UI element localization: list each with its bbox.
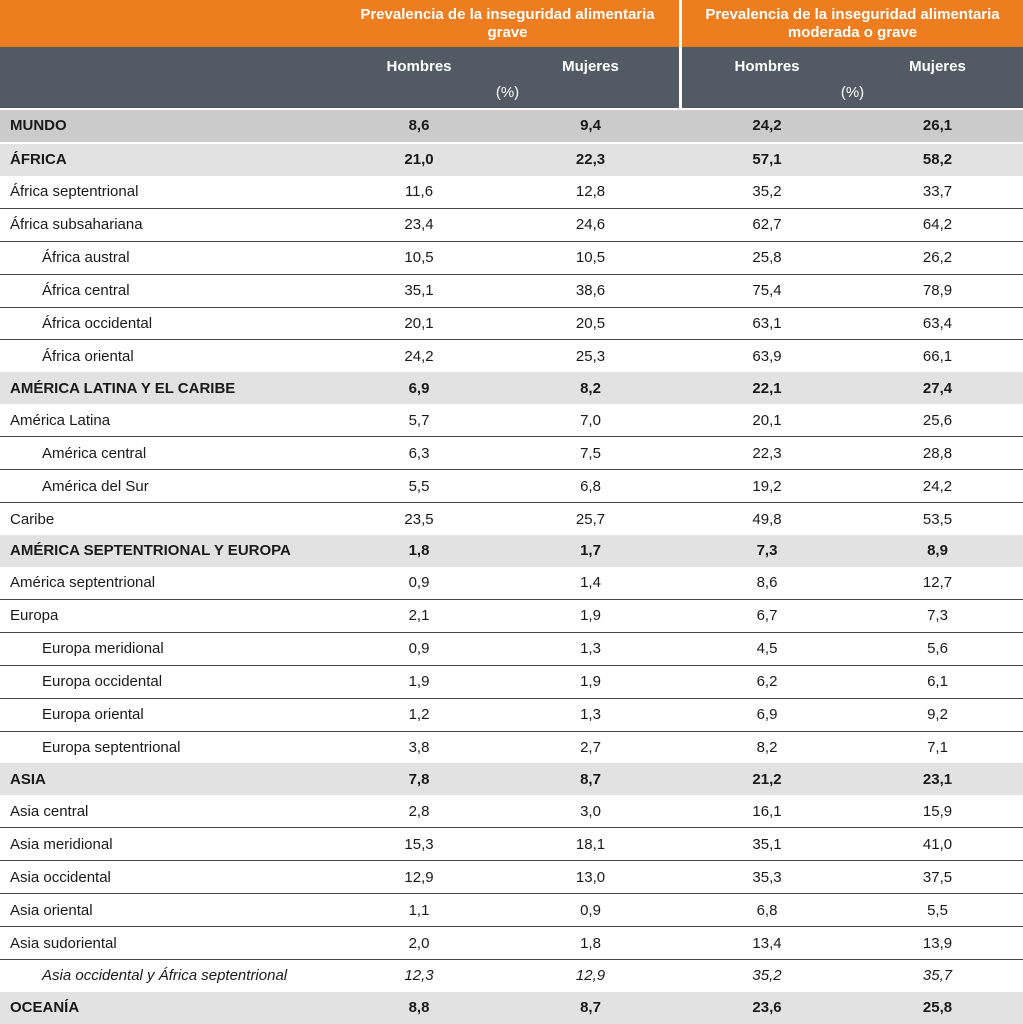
subheader-group1 xyxy=(0,47,679,108)
value-cell: 9,4 xyxy=(580,117,601,135)
table-row xyxy=(0,503,1023,535)
value-cell: 37,5 xyxy=(922,868,953,886)
value-cell: 6,2 xyxy=(756,673,778,691)
value-cell: 6,1 xyxy=(927,673,948,691)
value-cell: 23,4 xyxy=(404,216,434,234)
value-cell: 13,9 xyxy=(922,934,953,952)
col-header-mujeres-2: Mujeres xyxy=(909,58,966,75)
value-cell: 8,2 xyxy=(580,379,601,397)
value-cell: 16,1 xyxy=(752,802,782,820)
value-cell: 35,3 xyxy=(752,868,782,886)
value-cell: 24,2 xyxy=(404,347,434,365)
value-cell: 1,9 xyxy=(580,673,601,691)
table-row xyxy=(0,927,1023,960)
value-cell: 4,5 xyxy=(756,640,778,658)
region-label: OCEANÍA xyxy=(10,999,80,1017)
region-label: ASIA xyxy=(10,770,46,788)
region-label: América septentrional xyxy=(10,574,156,592)
value-cell: 26,2 xyxy=(922,249,953,267)
value-cell: 49,8 xyxy=(752,510,782,528)
value-cell: 25,8 xyxy=(752,249,782,267)
col-header-hombres-1: Hombres xyxy=(386,58,452,75)
value-cell: 2,0 xyxy=(408,934,430,952)
region-label: África austral xyxy=(42,249,130,267)
value-cell: 58,2 xyxy=(922,151,953,169)
table-row xyxy=(0,600,1023,633)
value-cell: 0,9 xyxy=(580,901,601,919)
table-row xyxy=(0,110,1023,144)
value-cell: 10,5 xyxy=(575,249,606,267)
value-cell: 0,9 xyxy=(408,574,430,592)
table-row xyxy=(0,763,1023,795)
value-cell: 1,3 xyxy=(580,706,601,724)
value-cell: 63,1 xyxy=(752,314,782,332)
unit-label-2: (%) xyxy=(840,84,865,101)
value-cell: 12,7 xyxy=(922,574,953,592)
value-cell: 0,9 xyxy=(408,640,430,658)
table-body xyxy=(0,108,1023,1024)
value-cell: 13,4 xyxy=(752,934,782,952)
value-cell: 20,5 xyxy=(575,314,606,332)
value-cell: 7,5 xyxy=(580,444,601,462)
value-cell: 2,8 xyxy=(408,802,430,820)
value-cell: 1,3 xyxy=(580,640,601,658)
value-cell: 27,4 xyxy=(922,379,953,397)
table-row xyxy=(0,535,1023,567)
region-label: Asia occidental xyxy=(10,868,111,886)
value-cell: 35,1 xyxy=(404,282,434,300)
table-row xyxy=(0,960,1023,992)
region-label: AMÉRICA SEPTENTRIONAL Y EUROPA xyxy=(10,542,291,560)
value-cell: 5,5 xyxy=(927,901,948,919)
value-cell: 8,8 xyxy=(408,999,430,1017)
value-cell: 9,2 xyxy=(927,706,948,724)
value-cell: 6,7 xyxy=(756,607,778,625)
table-row xyxy=(0,828,1023,861)
region-label: Europa xyxy=(10,607,59,625)
value-cell: 13,0 xyxy=(575,868,606,886)
value-cell: 6,8 xyxy=(580,477,601,495)
region-label: África occidental xyxy=(42,314,153,332)
table-row xyxy=(0,795,1023,828)
value-cell: 15,3 xyxy=(404,835,434,853)
region-label: Caribe xyxy=(10,510,55,528)
table-row xyxy=(0,567,1023,600)
region-label: Asia sudoriental xyxy=(10,934,117,952)
value-cell: 78,9 xyxy=(922,282,953,300)
value-cell: 1,1 xyxy=(408,901,430,919)
header-group1 xyxy=(0,0,679,47)
region-label: Asia meridional xyxy=(10,835,113,853)
table-row xyxy=(0,372,1023,404)
table-row xyxy=(0,633,1023,666)
value-cell: 66,1 xyxy=(922,347,953,365)
value-cell: 21,0 xyxy=(404,151,434,169)
region-label: ÁFRICA xyxy=(10,151,67,169)
region-label: América del Sur xyxy=(42,477,149,495)
value-cell: 25,7 xyxy=(575,510,606,528)
value-cell: 57,1 xyxy=(752,151,782,169)
region-label: Asia central xyxy=(10,802,89,820)
value-cell: 23,5 xyxy=(404,510,434,528)
value-cell: 7,1 xyxy=(927,738,948,756)
value-cell: 5,5 xyxy=(408,477,430,495)
value-cell: 1,9 xyxy=(580,607,601,625)
table-row xyxy=(0,308,1023,341)
value-cell: 62,7 xyxy=(752,216,782,234)
value-cell: 22,3 xyxy=(752,444,782,462)
region-label: Asia occidental y África septentrional xyxy=(42,967,288,985)
value-cell: 24,6 xyxy=(575,216,606,234)
region-label: Asia oriental xyxy=(10,901,93,919)
value-cell: 24,2 xyxy=(922,477,953,495)
table-row xyxy=(0,176,1023,209)
value-cell: 20,1 xyxy=(404,314,434,332)
value-cell: 11,6 xyxy=(404,183,434,201)
value-cell: 6,8 xyxy=(756,901,778,919)
value-cell: 23,6 xyxy=(752,999,782,1017)
value-cell: 7,3 xyxy=(927,607,948,625)
value-cell: 6,9 xyxy=(756,706,778,724)
value-cell: 10,5 xyxy=(404,249,434,267)
region-label: Europa oriental xyxy=(42,706,144,724)
value-cell: 35,2 xyxy=(752,967,782,985)
value-cell: 15,9 xyxy=(922,802,953,820)
value-cell: 22,3 xyxy=(575,151,606,169)
value-cell: 5,6 xyxy=(927,640,948,658)
table-row xyxy=(0,340,1023,372)
table-row xyxy=(0,275,1023,308)
value-cell: 33,7 xyxy=(922,183,953,201)
value-cell: 24,2 xyxy=(752,117,782,135)
value-cell: 22,1 xyxy=(752,379,782,397)
group2-title: Prevalencia de la inseguridad alimentaria moderada o grave xyxy=(705,5,1000,41)
region-label: MUNDO xyxy=(10,117,67,135)
value-cell: 12,3 xyxy=(404,967,434,985)
value-cell: 21,2 xyxy=(752,770,782,788)
value-cell: 63,9 xyxy=(752,347,782,365)
value-cell: 19,2 xyxy=(752,477,782,495)
value-cell: 1,2 xyxy=(408,706,430,724)
table-row xyxy=(0,992,1023,1024)
value-cell: 63,4 xyxy=(922,314,953,332)
table-row xyxy=(0,242,1023,275)
value-cell: 6,9 xyxy=(408,379,430,397)
value-cell: 8,7 xyxy=(580,770,601,788)
region-label: África septentrional xyxy=(10,183,139,201)
table-row xyxy=(0,861,1023,894)
unit-label-1: (%) xyxy=(495,84,520,101)
table-row xyxy=(0,470,1023,503)
value-cell: 35,7 xyxy=(922,967,953,985)
value-cell: 1,7 xyxy=(580,542,601,560)
table-row xyxy=(0,732,1023,764)
value-cell: 7,8 xyxy=(408,770,430,788)
value-cell: 1,8 xyxy=(408,542,430,560)
value-cell: 2,7 xyxy=(580,738,601,756)
value-cell: 1,9 xyxy=(408,673,430,691)
region-label: Europa meridional xyxy=(42,640,164,658)
value-cell: 35,2 xyxy=(752,183,782,201)
value-cell: 8,7 xyxy=(580,999,601,1017)
col-header-hombres-2: Hombres xyxy=(734,58,800,75)
table-row xyxy=(0,437,1023,470)
value-cell: 8,9 xyxy=(927,542,948,560)
value-cell: 53,5 xyxy=(922,510,953,528)
region-label: África oriental xyxy=(42,347,134,365)
region-label: África subsahariana xyxy=(10,216,143,234)
value-cell: 8,2 xyxy=(756,738,778,756)
table-header xyxy=(0,0,1023,108)
value-cell: 2,1 xyxy=(408,607,430,625)
value-cell: 12,9 xyxy=(404,868,434,886)
table-row xyxy=(0,666,1023,699)
value-cell: 23,1 xyxy=(922,770,953,788)
table-row xyxy=(0,404,1023,437)
group1-title: Prevalencia de la inseguridad alimentaria grave xyxy=(360,5,655,41)
value-cell: 3,0 xyxy=(580,802,601,820)
region-label: Europa occidental xyxy=(42,673,163,691)
value-cell: 5,7 xyxy=(408,411,430,429)
value-cell: 8,6 xyxy=(756,574,778,592)
value-cell: 8,6 xyxy=(408,117,430,135)
header-group2 xyxy=(682,0,1023,47)
value-cell: 75,4 xyxy=(752,282,782,300)
region-label: América central xyxy=(42,444,147,462)
value-cell: 1,4 xyxy=(580,574,601,592)
region-label: Europa septentrional xyxy=(42,738,181,756)
region-label: AMÉRICA LATINA Y EL CARIBE xyxy=(10,379,236,397)
table-row xyxy=(0,894,1023,927)
value-cell: 18,1 xyxy=(575,835,606,853)
table-row xyxy=(0,209,1023,242)
region-label: América Latina xyxy=(10,411,111,429)
table-row xyxy=(0,144,1023,176)
value-cell: 7,0 xyxy=(580,411,601,429)
value-cell: 64,2 xyxy=(922,216,953,234)
value-cell: 25,6 xyxy=(922,411,953,429)
value-cell: 26,1 xyxy=(922,117,953,135)
subheader-group2 xyxy=(682,47,1023,108)
region-label: África central xyxy=(42,282,130,300)
value-cell: 35,1 xyxy=(752,835,782,853)
value-cell: 28,8 xyxy=(922,444,953,462)
value-cell: 1,8 xyxy=(580,934,601,952)
table-row xyxy=(0,699,1023,732)
value-cell: 6,3 xyxy=(408,444,430,462)
value-cell: 25,3 xyxy=(575,347,606,365)
value-cell: 38,6 xyxy=(575,282,606,300)
value-cell: 20,1 xyxy=(752,411,782,429)
value-cell: 12,9 xyxy=(575,967,606,985)
value-cell: 3,8 xyxy=(408,738,430,756)
value-cell: 12,8 xyxy=(575,183,606,201)
value-cell: 25,8 xyxy=(922,999,953,1017)
value-cell: 7,3 xyxy=(756,542,778,560)
value-cell: 41,0 xyxy=(922,835,953,853)
col-header-mujeres-1: Mujeres xyxy=(562,58,619,75)
